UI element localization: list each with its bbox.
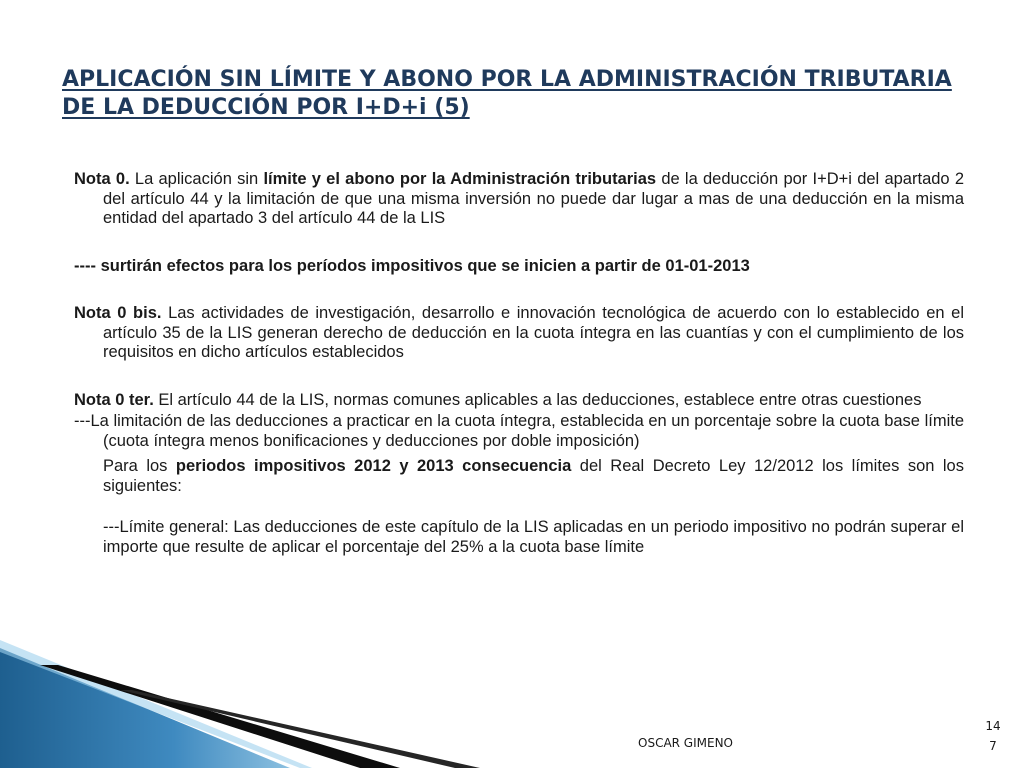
limitacion-paragraph <box>74 412 964 451</box>
slide-body <box>74 170 964 557</box>
efectos-paragraph <box>74 257 964 277</box>
nota-0-text-2: de la deducción por I+D+i del apartado 2 del artículo 44 y la limitación de que una misma inversión no puede dar lugar a mas de una deducción en la misma entidad del apartado 3 del artículo 44 de la LIS <box>103 170 965 227</box>
nota-0-ter-paragraph <box>74 391 964 411</box>
limite-general-paragraph <box>74 518 964 557</box>
periodos-bold-text: periodos impositivos 2012 y 2013 consecuencia <box>175 457 572 475</box>
limitacion-text: ---La limitación de las deducciones a practicar en la cuota íntegra, establecida en un porcentaje sobre la cuota base límite (cuota íntegra menos bonificaciones y deducciones por doble imposición) <box>74 412 964 450</box>
black-stripe <box>40 665 400 768</box>
blue-stripe-highlight <box>0 640 312 768</box>
nota-0-bold-text: límite y el abono por la Administración tributarias <box>263 170 657 188</box>
slide-title: APLICACIÓN SIN LÍMITE Y ABONO POR LA ADMINISTRACIÓN TRIBUTARIA DE LA DEDUCCIÓN POR I+D+i (5) <box>62 67 952 120</box>
nota-0-bis-label: Nota 0 bis. <box>74 304 162 322</box>
efectos-text: ---- surtirán efectos para los períodos impositivos que se inicien a partir de 01-01-2013 <box>74 256 750 275</box>
nota-0-bis-text: Las actividades de investigación, desarrollo e innovación tecnológica de acuerdo con lo establecido en el artículo 35 de la LIS generan derecho de deducción en la cuota íntegra en las cuantías y con el cumplimiento de los requisitos en dicho artículos establecidos <box>103 304 964 361</box>
nota-0-label: Nota 0. <box>74 170 130 188</box>
periodos-text-1: Para los <box>103 457 176 475</box>
nota-0-paragraph <box>74 170 964 229</box>
limite-general-text: ---Límite general: Las deducciones de este capítulo de la LIS aplicadas en un periodo impositivo no podrán superar el importe que resulte de aplicar el porcentaje del 25% a la cuota base límite <box>103 518 964 556</box>
nota-0-bis-paragraph <box>74 304 964 363</box>
periodos-text-2: del Real Decreto Ley 12/2012 los límites son los siguientes: <box>103 457 964 495</box>
page-number <box>982 716 1004 756</box>
nota-0-ter-label: Nota 0 ter. <box>74 390 154 409</box>
blue-stripe <box>0 648 290 768</box>
page-number-line-1: 14 <box>985 719 1001 733</box>
black-stripe-2 <box>120 690 480 768</box>
page-number-line-2: 7 <box>989 739 997 753</box>
nota-0-ter-text: El artículo 44 de la LIS, normas comunes aplicables a las deducciones, establece entre otras cuestiones <box>153 390 922 409</box>
periodos-paragraph <box>74 457 964 496</box>
nota-0-text-1: La aplicación sin <box>129 170 264 188</box>
footer-author: OSCAR GIMENO <box>638 736 733 750</box>
